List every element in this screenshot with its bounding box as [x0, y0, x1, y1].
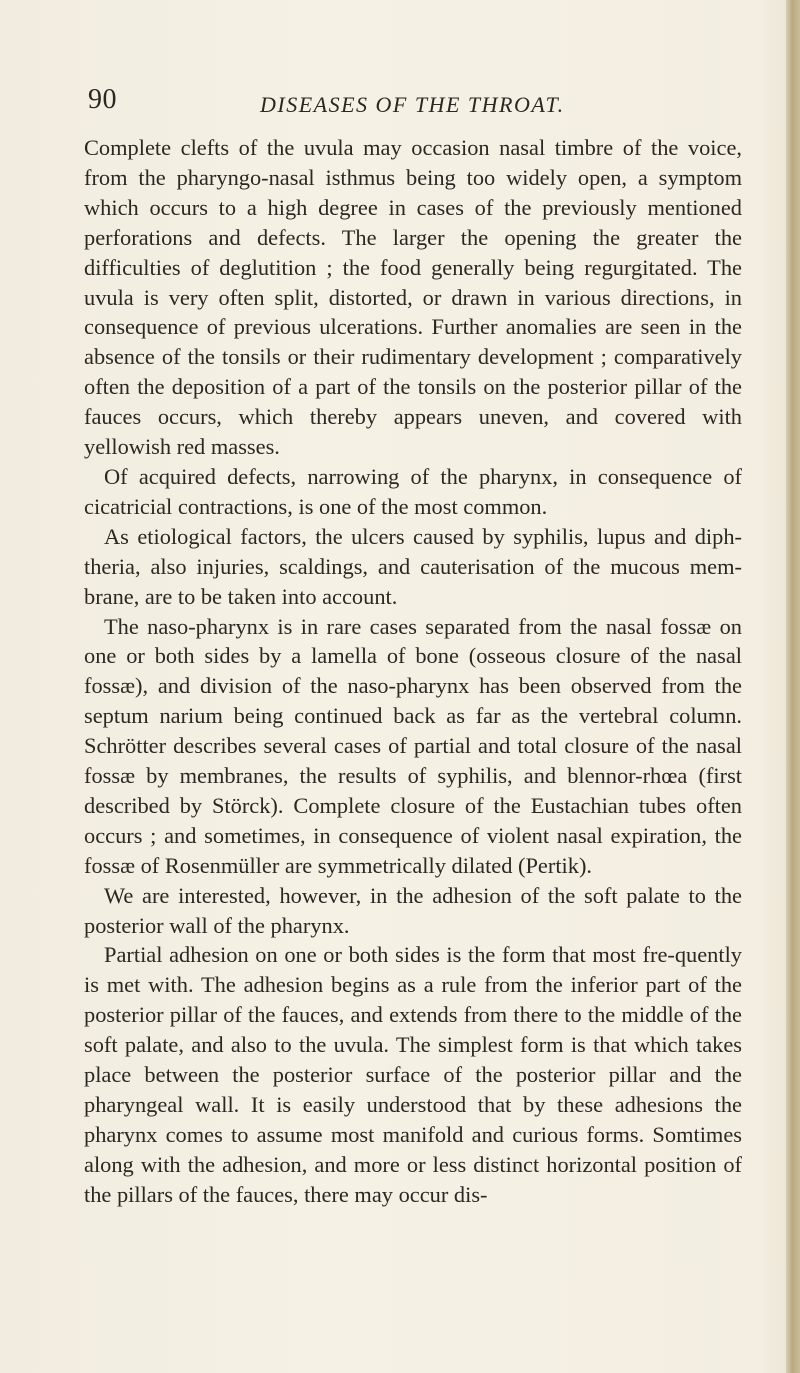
running-title: DISEASES OF THE THROAT.: [260, 92, 565, 117]
paragraph: We are interested, however, in the adhesion of the soft palate to the posterior wall of the pharynx.: [84, 882, 742, 938]
paragraph: Complete clefts of the uvula may occasion nasal timbre of the voice, from the pharyngo-nasal isthmus being too widely open, a symptom which occurs to a high degree in cases of the previously mentioned perforations and defects. The larger the opening the greater the difficulties of deglutition ; the food generally being regurgitated. The uvula is very often split, distorted, or drawn in various directions, in consequence of previous ulcerations. Further anomalies are seen in the absence of the tonsils or their rudimentary development ; comparatively often the deposition of a part of the tonsils on the posterior pillar of the fauces occurs, which thereby appears uneven, and covered with yellowish red masses.: [84, 135, 742, 460]
page-edge-shadow: [786, 0, 800, 1373]
paragraph: The naso-pharynx is in rare cases separated from the nasal fossæ on one or both sides by a lamella of bone (osseous closure of the nasal fossæ), and division of the naso-pharynx has been observed from the septum narium being continued back as far as the vertebral column. Schrötter describes several cases of partial and total closure of the nasal fossæ by membranes, the results of syphilis, and blennor-rhœa (first described by Störck). Complete closure of the Eustachian tubes often occurs ; and sometimes, in consequence of violent nasal expiration, the fossæ of Rosenmüller are symmetrically dilated (Pertik).: [84, 613, 742, 878]
page-number: 90: [88, 84, 117, 115]
body-text: [84, 133, 742, 1210]
paragraph: As etiological factors, the ulcers caused by syphilis, lupus and diph-theria, also injuries, scaldings, and cauterisation of the mucous mem-brane, are to be taken into account.: [84, 523, 742, 609]
paragraph: Of acquired defects, narrowing of the pharynx, in consequence of cicatricial contractions, is one of the most common.: [84, 463, 742, 519]
page-header: [88, 84, 748, 124]
paragraph: Partial adhesion on one or both sides is the form that most fre-quently is met with. The adhesion begins as a rule from the inferior part of the posterior pillar of the fauces, and extends from there to the middle of the soft palate, and also to the uvula. The simplest form is that which takes place between the posterior surface of the posterior pillar and the pharyngeal wall. It is easily understood that by these adhesions the pharynx comes to assume most manifold and curious forms. Somtimes along with the adhesion, and more or less distinct horizontal position of the pillars of the fauces, there may occur dis-: [84, 942, 742, 1207]
